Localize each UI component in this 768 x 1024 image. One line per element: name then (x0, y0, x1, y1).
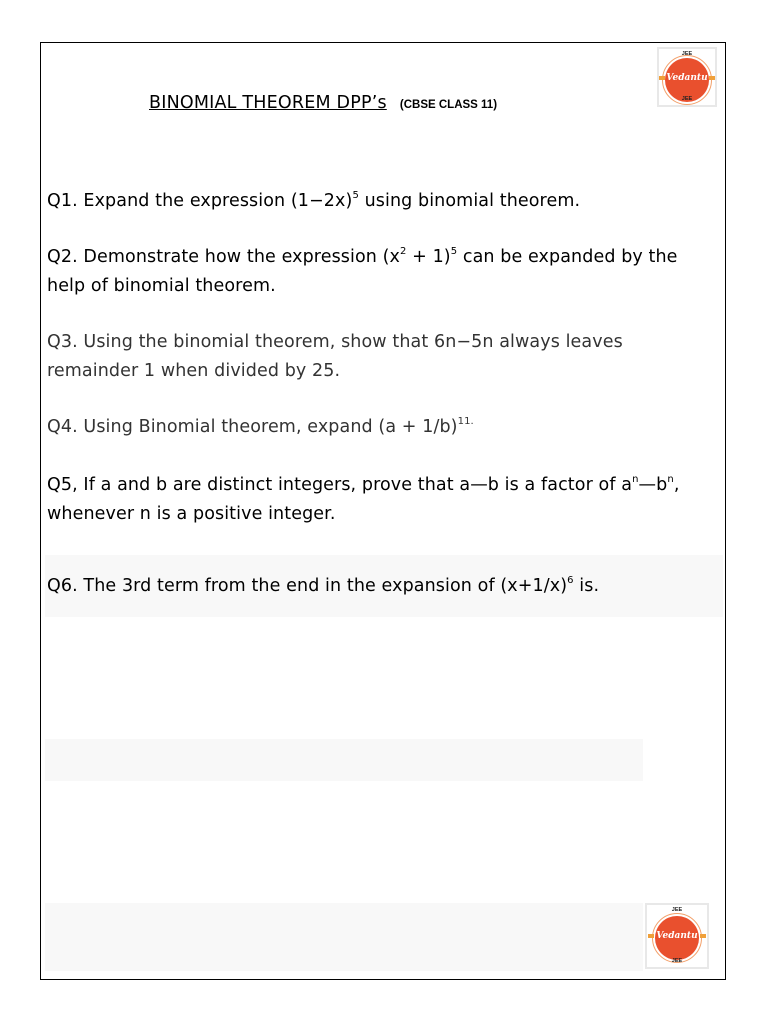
logo-top-tag: JEE (671, 907, 683, 913)
q6-text: Q6. The 3rd term from the end in the expansion of (x+1/x) (47, 576, 568, 596)
question-3: Q3. Using the binomial theorem, show that 6n−5n always leaves remainder 1 when divided by 25. (47, 332, 623, 381)
logo-top-tag: JEE (681, 51, 693, 57)
question-6 (47, 572, 707, 601)
q6-text-end: is. (573, 576, 600, 596)
q4-text: Q4. Using Binomial theorem, expand (a + 1/b) (47, 417, 458, 437)
q5-exponent-2: n (667, 474, 674, 486)
question-2 (47, 243, 707, 301)
q1-exponent: 5 (352, 190, 359, 202)
blank-band-2 (45, 903, 643, 971)
q2-text-end: can be expanded by the help of binomial theorem. (47, 247, 678, 296)
q5-exponent-1: n (632, 474, 639, 486)
document-page (40, 42, 726, 980)
question-1 (47, 187, 707, 216)
logo-brand: Vedantu (666, 73, 708, 83)
q5-text-mid: —b (638, 475, 668, 495)
blank-band-1 (45, 739, 643, 781)
q1-text-end: using binomial theorem. (358, 191, 581, 211)
page-subtitle: (CBSE CLASS 11) (399, 99, 498, 111)
q5-text: Q5, If a and b are distinct integers, prove that a—b is a factor of a (47, 475, 633, 495)
vedantu-logo-top (657, 47, 717, 107)
q2-text-mid: + 1) (406, 247, 451, 267)
logo-bottom-tag: JEE (681, 96, 693, 102)
q4-exponent: 11. (457, 416, 474, 428)
question-5 (47, 471, 707, 529)
logo-brand: Vedantu (656, 931, 698, 941)
q2-exponent-1: 2 (400, 246, 407, 258)
q6-exponent: 6 (567, 575, 574, 587)
q1-text: Q1. Expand the expression (1−2x) (47, 191, 353, 211)
question-4 (47, 413, 707, 442)
q5-text-end: , whenever n is a positive integer. (47, 475, 680, 524)
q2-exponent-2: 5 (450, 246, 458, 258)
page-title: BINOMIAL THEOREM DPP’s (149, 93, 387, 113)
logo-bottom-tag: JEE (671, 958, 683, 964)
title-row (149, 93, 497, 113)
q2-text: Q2. Demonstrate how the expression (x (47, 247, 401, 267)
vedantu-logo-bottom (645, 903, 709, 969)
